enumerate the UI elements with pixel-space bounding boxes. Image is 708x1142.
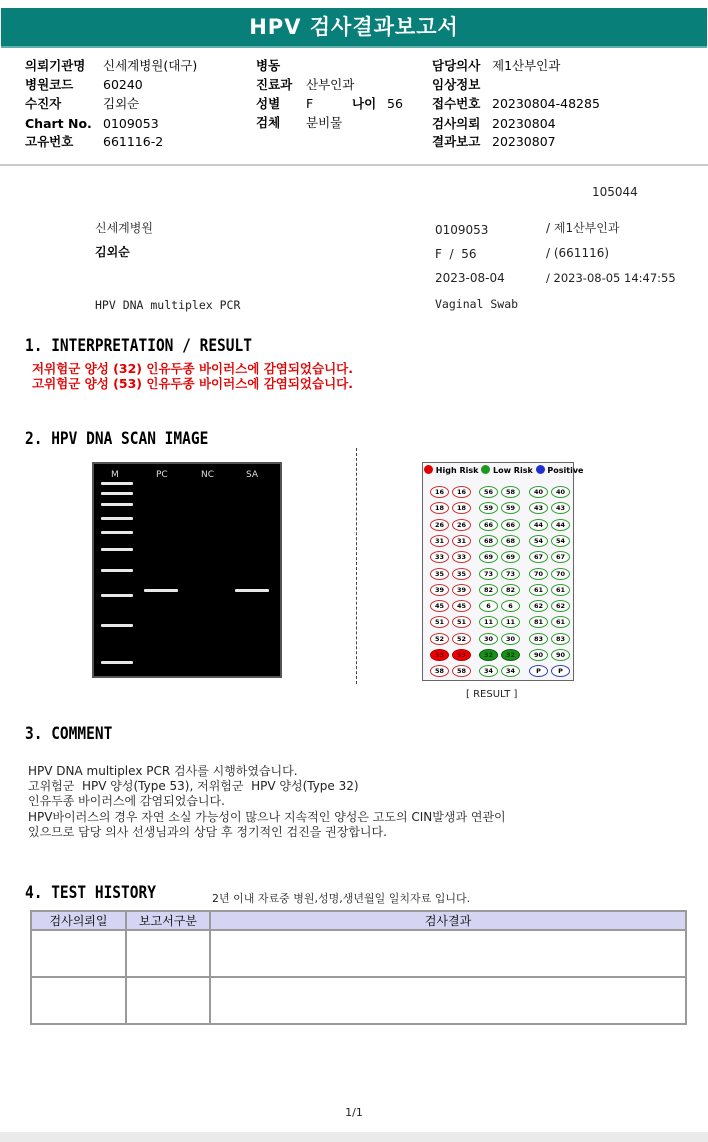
table-cell [31, 977, 126, 1024]
comment-line: 있으므로 담당 의사 선생님과의 상담 후 정기적인 검진을 권장합니다. [28, 824, 387, 839]
chip-spot: 45 [452, 600, 471, 612]
chip-spot: 43 [551, 502, 570, 514]
report-title: HPV 검사결과보고서 [1, 8, 707, 46]
info-date: 2023-08-04 [435, 271, 505, 285]
age-value: 56 [387, 96, 403, 111]
legend-high-risk: High Risk [435, 466, 479, 475]
title-underline [1, 46, 707, 48]
chip-spot: 68 [479, 535, 498, 547]
chip-legend [424, 465, 583, 475]
history-note: 2년 이내 자료중 병원,성명,생년월일 일치자료 입니다. [212, 892, 471, 905]
doctor-value: 제1산부인과 [492, 58, 561, 73]
section-interpretation: 1. INTERPRETATION / RESULT [25, 337, 252, 356]
department-value: 산부인과 [306, 77, 355, 92]
chip-spot: 33 [430, 551, 449, 563]
chip-spot: 54 [551, 535, 570, 547]
chip-spot: 73 [479, 568, 498, 580]
receipt-no-value: 20230804-48285 [492, 96, 600, 111]
chip-spot: 34 [501, 665, 520, 677]
chip-spot: 30 [501, 633, 520, 645]
table-cell [126, 977, 210, 1024]
comment-line: 고위험군 HPV 양성(Type 53), 저위험군 HPV 양성(Type 32) [28, 779, 359, 794]
info-report-time: / 2023-08-05 14:47:55 [546, 271, 676, 285]
chip-spot: 70 [551, 568, 570, 580]
chip-spot: 66 [479, 519, 498, 531]
chip-spot: 45 [430, 600, 449, 612]
chip-spot: 39 [430, 584, 449, 596]
gel-ladder-band [101, 548, 133, 551]
gel-sample-band [144, 589, 178, 592]
info-test-name: HPV DNA multiplex PCR [95, 298, 241, 312]
chip-spot: 58 [452, 665, 471, 677]
gel-ladder-band [101, 492, 133, 495]
gel-ladder-band [101, 661, 133, 664]
chip-spot: 16 [430, 486, 449, 498]
chip-spot: 90 [529, 649, 548, 661]
chip-spot: 26 [452, 519, 471, 531]
chip-spot: 90 [551, 649, 570, 661]
chip-spot: 67 [551, 551, 570, 563]
gel-ladder-band [101, 531, 133, 534]
info-id: / (661116) [546, 246, 610, 260]
gel-ladder-band [101, 569, 133, 572]
chip-spot: 30 [479, 633, 498, 645]
patient-value: 김외순 [103, 96, 140, 111]
receipt-no-label: 접수번호 [432, 96, 481, 111]
comment-line: 인유두종 바이러스에 감염되었습니다. [28, 794, 225, 809]
history-col-report-type: 보고서구분 [126, 911, 210, 930]
table-row [31, 930, 686, 977]
chip-spot: 35 [430, 568, 449, 580]
chart-no-label: Chart No. [25, 116, 92, 131]
info-chart: 0109053 [435, 223, 489, 237]
history-col-request-date: 검사의뢰일 [31, 911, 126, 930]
chip-spot: 82 [479, 584, 498, 596]
chip-spot: 18 [452, 502, 471, 514]
chip-spot: P [529, 665, 548, 677]
chip-spot: 51 [452, 616, 471, 628]
gel-ladder-band [101, 482, 133, 485]
chip-spot: 54 [529, 535, 548, 547]
table-row [31, 977, 686, 1024]
chip-spot: 31 [430, 535, 449, 547]
specimen-value: 분비물 [306, 115, 343, 130]
chip-spot: 11 [479, 616, 498, 628]
hospital-name-label: 의뢰기관명 [25, 58, 86, 73]
chip-spot: 43 [529, 502, 548, 514]
patient-label: 수진자 [25, 96, 62, 111]
info-hospital: 신세계병원 [95, 221, 153, 235]
history-col-result: 검사결과 [210, 911, 686, 930]
divider-dashed [356, 448, 357, 684]
request-date-label: 검사의뢰 [432, 116, 481, 131]
chip-spot: 59 [501, 502, 520, 514]
chip-spot: 66 [501, 519, 520, 531]
specimen-label: 검체 [256, 115, 281, 130]
section-scan-image: 2. HPV DNA SCAN IMAGE [25, 430, 209, 449]
high-risk-dot [424, 465, 433, 474]
table-cell [31, 930, 126, 977]
chip-spot: 73 [501, 568, 520, 580]
positive-dot [536, 465, 545, 474]
info-patient: 김외순 [95, 245, 130, 259]
chip-spot: 40 [529, 486, 548, 498]
info-sex-age: F / 56 [435, 247, 477, 261]
chip-spot: 44 [551, 519, 570, 531]
section-test-history: 4. TEST HISTORY [25, 884, 156, 903]
chip-spot: 58 [501, 486, 520, 498]
chip-spot: 26 [430, 519, 449, 531]
chip-spot: 67 [529, 551, 548, 563]
chip-spot: 51 [430, 616, 449, 628]
chip-caption: [ RESULT ] [466, 689, 518, 700]
chip-spot: 59 [479, 502, 498, 514]
report-date-label: 결과보고 [432, 134, 481, 149]
header-separator [0, 164, 708, 166]
chip-spot: 53 [452, 649, 471, 661]
comment-line: HPV바이러스의 경우 자연 소실 가능성이 많으나 지속적인 양성은 고도의 CIN발생과 연관이 [28, 809, 506, 824]
chip-spot: 35 [452, 568, 471, 580]
chip-spot: 32 [479, 649, 498, 661]
section-comment: 3. COMMENT [25, 725, 113, 744]
chip-spot: 83 [529, 633, 548, 645]
chip-spot: 61 [551, 616, 570, 628]
chip-spot: 56 [479, 486, 498, 498]
table-cell [210, 977, 686, 1024]
chip-spot: 61 [551, 584, 570, 596]
report-date-value: 20230807 [492, 134, 556, 149]
hospital-code-value: 60240 [103, 77, 143, 92]
clinical-info-label: 임상정보 [432, 77, 481, 92]
comment-line: HPV DNA multiplex PCR 검사를 시행하였습니다. [28, 764, 298, 778]
legend-positive: Positive [547, 466, 584, 475]
chip-spot: 58 [430, 665, 449, 677]
bottom-bar [0, 1132, 708, 1142]
table-cell [210, 930, 686, 977]
chip-spot: 68 [501, 535, 520, 547]
result-line-2: 고위험군 양성 (53) 인유두종 바이러스에 감염되었습니다. [32, 376, 353, 391]
chip-spot: P [551, 665, 570, 677]
comment-block [28, 764, 506, 840]
chip-spot: 62 [551, 600, 570, 612]
chip-spot: 69 [501, 551, 520, 563]
info-dept: / 제1산부인과 [546, 221, 620, 235]
table-cell [126, 930, 210, 977]
department-label: 진료과 [256, 77, 293, 92]
chip-spot: 53 [430, 649, 449, 661]
chip-spot: 11 [501, 616, 520, 628]
chip-spot: 40 [551, 486, 570, 498]
gel-lane-label: NC [201, 470, 215, 480]
sex-label: 성별 [256, 96, 281, 111]
chip-spot: 32 [501, 649, 520, 661]
chip-spot: 31 [452, 535, 471, 547]
chip-spot: 18 [430, 502, 449, 514]
doctor-label: 담당의사 [432, 58, 481, 73]
gel-sample-band [235, 589, 269, 592]
gel-lane-label: SA [246, 470, 259, 480]
hospital-name-value: 신세계병원(대구) [103, 58, 198, 73]
sex-value: F [306, 96, 314, 111]
request-date-value: 20230804 [492, 116, 556, 131]
history-table [30, 910, 687, 1025]
info-specimen: Vaginal Swab [435, 297, 519, 311]
gel-ladder-band [101, 503, 133, 506]
chart-no-value: 0109053 [103, 116, 159, 131]
chip-spot: 52 [452, 633, 471, 645]
chip-spot: 34 [479, 665, 498, 677]
chip-spot: 52 [430, 633, 449, 645]
chip-spot: 61 [529, 584, 548, 596]
chip-spot: 83 [551, 633, 570, 645]
chip-spot: 62 [529, 600, 548, 612]
report-code: 105044 [592, 185, 638, 199]
unique-id-value: 661116-2 [103, 134, 164, 149]
chip-spot: 82 [501, 584, 520, 596]
page-number: 1/1 [345, 1106, 363, 1119]
age-label: 나이 [352, 96, 377, 111]
chip-spot: 6 [479, 600, 498, 612]
gel-lane-label: M [111, 470, 119, 480]
gel-ladder-band [101, 594, 133, 597]
history-header-row [31, 911, 686, 930]
chip-spot: 44 [529, 519, 548, 531]
low-risk-dot [481, 465, 490, 474]
unique-id-label: 고유번호 [25, 134, 74, 149]
chip-spot: 33 [452, 551, 471, 563]
chip-spot: 81 [529, 616, 548, 628]
legend-low-risk: Low Risk [493, 466, 533, 475]
gel-ladder-band [101, 624, 133, 627]
chip-spot: 16 [452, 486, 471, 498]
gel-lane-label: PC [156, 470, 168, 480]
chip-spot: 69 [479, 551, 498, 563]
chip-spot: 70 [529, 568, 548, 580]
gel-ladder-band [101, 517, 133, 520]
chip-spot: 39 [452, 584, 471, 596]
ward-label: 병동 [256, 58, 281, 73]
chip-spot: 6 [501, 600, 520, 612]
result-line-1: 저위험군 양성 (32) 인유두종 바이러스에 감염되었습니다. [32, 361, 353, 376]
hospital-code-label: 병원코드 [25, 77, 74, 92]
